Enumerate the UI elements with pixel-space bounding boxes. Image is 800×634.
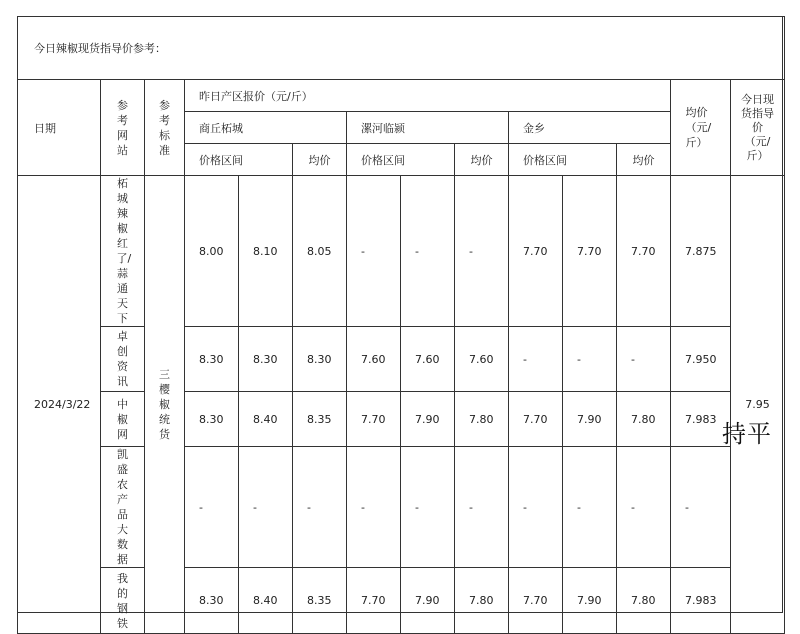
- header-yesterday-quote: 昨日产区报价（元/斤）: [185, 80, 671, 112]
- trend-label: 持平: [722, 420, 772, 448]
- value-cell: 7.90: [401, 392, 455, 447]
- region-luohe: 漯河临颍: [347, 112, 509, 144]
- avg-cell: 7.950: [671, 327, 731, 392]
- value-cell: 8.30: [239, 327, 293, 392]
- header-today-guide: 今日现货指导价（元/斤）: [731, 80, 785, 176]
- avg-cell: 7.983: [671, 568, 731, 634]
- value-cell: 8.10: [239, 176, 293, 327]
- table-row: [18, 392, 785, 447]
- value-cell: 7.70: [347, 568, 401, 634]
- value-cell: 7.60: [455, 327, 509, 392]
- value-cell: 8.40: [239, 392, 293, 447]
- value-cell: 7.70: [509, 568, 563, 634]
- value-cell: -: [509, 327, 563, 392]
- price-guide-table: [17, 16, 785, 634]
- value-cell: -: [509, 447, 563, 568]
- value-cell: 8.30: [293, 327, 347, 392]
- value-cell: -: [401, 176, 455, 327]
- value-cell: -: [617, 327, 671, 392]
- header-site: 参考网站: [101, 80, 145, 176]
- table-row: [18, 327, 785, 392]
- value-cell: -: [239, 447, 293, 568]
- header-date: 日期: [18, 80, 101, 176]
- price-range-header: 价格区间: [185, 144, 293, 176]
- avg-cell: 7.983: [671, 392, 731, 447]
- table-row: [18, 176, 785, 327]
- value-cell: 7.80: [617, 568, 671, 634]
- value-cell: 8.40: [239, 568, 293, 634]
- region-shangqiu: 商丘柘城: [185, 112, 347, 144]
- value-cell: 8.35: [293, 568, 347, 634]
- today-price: 7.95: [745, 398, 770, 411]
- value-cell: 7.90: [401, 568, 455, 634]
- value-cell: 7.80: [455, 392, 509, 447]
- value-cell: 7.70: [563, 176, 617, 327]
- value-cell: -: [293, 447, 347, 568]
- value-cell: 8.05: [293, 176, 347, 327]
- value-cell: 8.30: [185, 392, 239, 447]
- value-cell: -: [563, 447, 617, 568]
- value-cell: 7.90: [563, 392, 617, 447]
- value-cell: -: [401, 447, 455, 568]
- value-cell: 7.80: [455, 568, 509, 634]
- site-cell: 我的钢铁: [101, 568, 145, 634]
- avg-header: 均价: [617, 144, 671, 176]
- table-title: 今日辣椒现货指导价参考：: [18, 17, 785, 80]
- value-cell: 8.00: [185, 176, 239, 327]
- header-standard: 参考标准: [145, 80, 185, 176]
- avg-cell: -: [671, 447, 731, 568]
- value-cell: 8.30: [185, 568, 239, 634]
- price-range-header: 价格区间: [509, 144, 617, 176]
- site-cell: 柘城辣椒红了/蒜通天下: [101, 176, 145, 327]
- value-cell: 7.80: [617, 392, 671, 447]
- value-cell: 7.70: [509, 392, 563, 447]
- value-cell: 8.30: [185, 327, 239, 392]
- standard-cell: 三樱椒统货: [145, 176, 185, 634]
- value-cell: -: [185, 447, 239, 568]
- value-cell: 8.35: [293, 392, 347, 447]
- value-cell: 7.90: [563, 568, 617, 634]
- header-overall-avg: 均价（元/斤）: [671, 80, 731, 176]
- value-cell: 7.70: [347, 392, 401, 447]
- price-range-header: 价格区间: [347, 144, 455, 176]
- avg-cell: 7.875: [671, 176, 731, 327]
- value-cell: -: [455, 176, 509, 327]
- value-cell: 7.60: [347, 327, 401, 392]
- value-cell: -: [617, 447, 671, 568]
- site-cell: 凯盛农产品大数据: [101, 447, 145, 568]
- value-cell: 7.60: [401, 327, 455, 392]
- avg-header: 均价: [455, 144, 509, 176]
- value-cell: -: [455, 447, 509, 568]
- value-cell: -: [563, 327, 617, 392]
- date-cell: 2024/3/22: [18, 176, 101, 634]
- region-jinxiang: 金乡: [509, 112, 671, 144]
- site-cell: 中椒网: [101, 392, 145, 447]
- value-cell: -: [347, 176, 401, 327]
- today-price-cell: [731, 176, 785, 634]
- value-cell: -: [347, 447, 401, 568]
- value-cell: 7.70: [509, 176, 563, 327]
- avg-header: 均价: [293, 144, 347, 176]
- table-row: [18, 447, 785, 568]
- value-cell: 7.70: [617, 176, 671, 327]
- table-row: [18, 568, 785, 634]
- site-cell: 卓创资讯: [101, 327, 145, 392]
